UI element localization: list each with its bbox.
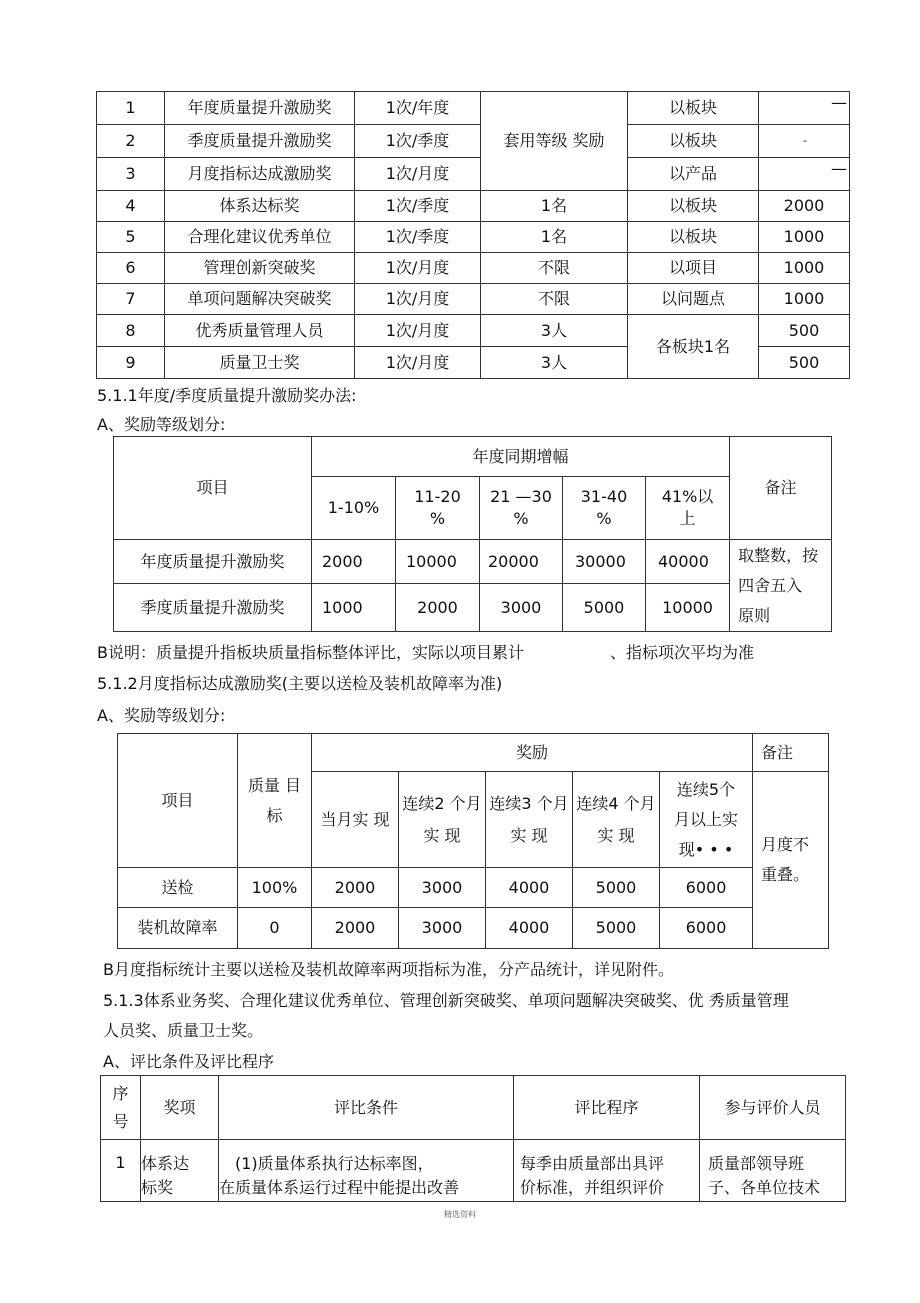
award-basis: 以板块 (628, 222, 759, 253)
award-basis: 以板块 (628, 92, 759, 125)
value: 3000 (480, 584, 563, 632)
header-note: 备注 (730, 437, 832, 540)
value: 40000 (646, 540, 730, 584)
award-frequency: 1次/月度 (355, 315, 481, 347)
col-5-months: 连续5个 月以上实 现• • • (660, 772, 753, 868)
value: 10000 (396, 540, 480, 584)
award-name: 管理创新突破奖 (165, 253, 355, 284)
header-note: 备注 (753, 734, 829, 772)
value: 4000 (486, 908, 573, 949)
note-text: 取整数，按 四舍五入 原则 (730, 540, 832, 632)
award-name: 质量卫士奖 (165, 347, 355, 379)
award-amount: 1000 (759, 222, 850, 253)
header-target: 质量 目 标 (238, 734, 312, 868)
section-5-1-1-b-part1: B说明：质量提升指板块质量指标整体评比，实际以项目累计 (97, 643, 524, 662)
award-amount: 1000 (759, 253, 850, 284)
row-no: 1 (97, 92, 165, 125)
award-grade-merged: 套用等级 奖励 (481, 92, 628, 191)
row-no: 9 (97, 347, 165, 379)
award-basis-merged: 各板块1名 (628, 315, 759, 379)
value: 3000 (399, 868, 486, 908)
header-condition: 评比条件 (219, 1076, 514, 1140)
award-name: 合理化建议优秀单位 (165, 222, 355, 253)
award-name: 体系达标奖 (165, 191, 355, 222)
row-target: 0 (238, 908, 312, 949)
award-list-table (96, 91, 850, 379)
section-5-1-2-title: 5.1.2月度指标达成激励奖(主要以送检及装机故障率为准) (97, 674, 503, 693)
footer-label: 精选资料 (444, 1210, 476, 1219)
award-amount: 500 (759, 347, 850, 379)
header-reward: 奖励 (312, 734, 753, 772)
row-name: 送检 (118, 868, 238, 908)
award-frequency: 1次/季度 (355, 191, 481, 222)
row-target: 100% (238, 868, 312, 908)
award-quota: 不限 (481, 284, 628, 315)
row-no: 6 (97, 253, 165, 284)
header-growth: 年度同期增幅 (312, 437, 730, 477)
band-2: 11-20 % (396, 477, 480, 540)
value: 5000 (573, 868, 660, 908)
award-frequency: 1次/季度 (355, 222, 481, 253)
value: 2000 (312, 868, 399, 908)
award-amount: - (759, 125, 850, 158)
value: 2000 (312, 540, 396, 584)
col-2-months: 连续2 个月 实 现 (399, 772, 486, 868)
col-4-months: 连续4 个月 实 现 (573, 772, 660, 868)
award-basis: 以产品 (628, 158, 759, 191)
band-5: 41%以 上 (646, 477, 730, 540)
header-item: 项目 (118, 734, 238, 868)
header-item: 项目 (114, 437, 312, 540)
award-quota: 1名 (481, 222, 628, 253)
header-participants: 参与评价人员 (700, 1076, 846, 1140)
row-no: 4 (97, 191, 165, 222)
award-quota: 3人 (481, 315, 628, 347)
value: 30000 (563, 540, 646, 584)
section-5-1-1-a: A、奖励等级划分: (97, 415, 226, 434)
value: 3000 (399, 908, 486, 949)
section-5-1-3-title-line1: 5.1.3体系业务奖、合理化建议优秀单位、管理创新突破奖、单项问题解决突破奖、优 秀质量管理 (103, 991, 789, 1010)
band-3: 21 —30 % (480, 477, 563, 540)
evaluation-table (100, 1075, 846, 1202)
award-amount: 2000 (759, 191, 850, 222)
monthly-target-grade-table (117, 733, 829, 949)
condition-text: (1)质量体系执行达标率图， 在质量体系运行过程中能提出改善 (219, 1140, 514, 1202)
col-3-months: 连续3 个月 实 现 (486, 772, 573, 868)
award-amount: 500 (759, 315, 850, 347)
header-award: 奖项 (141, 1076, 219, 1140)
section-5-1-2-a: A、奖励等级划分: (97, 706, 226, 725)
award-amount: — (759, 92, 850, 125)
award-quota: 3人 (481, 347, 628, 379)
value: 5000 (573, 908, 660, 949)
award-name: 季度质量提升激励奖 (165, 125, 355, 158)
award-frequency: 1次/年度 (355, 92, 481, 125)
award-basis: 以项目 (628, 253, 759, 284)
award-frequency: 1次/月度 (355, 253, 481, 284)
value: 6000 (660, 908, 753, 949)
award-basis: 以板块 (628, 125, 759, 158)
award-name: 单项问题解决突破奖 (165, 284, 355, 315)
award-quota: 不限 (481, 253, 628, 284)
award-name: 优秀质量管理人员 (165, 315, 355, 347)
header-no: 序 号 (101, 1076, 141, 1140)
award-basis: 以板块 (628, 191, 759, 222)
award-amount: — (759, 158, 850, 191)
row-no: 8 (97, 315, 165, 347)
award-name: 体系达 标奖 (141, 1140, 219, 1202)
section-5-1-3-title-line2: 人员奖、质量卫士奖。 (103, 1021, 264, 1040)
col-this-month: 当月实 现 (312, 772, 399, 868)
section-5-1-3-a: A、评比条件及评比程序 (103, 1052, 274, 1071)
award-name: 月度指标达成激励奖 (165, 158, 355, 191)
award-frequency: 1次/月度 (355, 158, 481, 191)
award-basis: 以问题点 (628, 284, 759, 315)
award-frequency: 1次/季度 (355, 125, 481, 158)
value: 5000 (563, 584, 646, 632)
row-no: 1 (101, 1140, 141, 1202)
procedure-text: 每季由质量部出具评 价标准，并组织评价 (514, 1140, 700, 1202)
row-name: 季度质量提升激励奖 (114, 584, 312, 632)
row-no: 7 (97, 284, 165, 315)
award-name: 年度质量提升激励奖 (165, 92, 355, 125)
quality-improvement-grade-table (113, 436, 832, 632)
value: 2000 (396, 584, 480, 632)
value: 1000 (312, 584, 396, 632)
award-amount: 1000 (759, 284, 850, 315)
section-5-1-1-b-part2: 、指标项次平均为准 (610, 643, 755, 662)
row-name: 年度质量提升激励奖 (114, 540, 312, 584)
band-4: 31-40 % (563, 477, 646, 540)
note-text: 月度不 重叠。 (753, 772, 829, 949)
value: 20000 (480, 540, 563, 584)
value: 4000 (486, 868, 573, 908)
award-frequency: 1次/月度 (355, 347, 481, 379)
header-procedure: 评比程序 (514, 1076, 700, 1140)
award-frequency: 1次/月度 (355, 284, 481, 315)
value: 2000 (312, 908, 399, 949)
participants-text: 质量部领导班 子、各单位技术 (700, 1140, 846, 1202)
row-no: 2 (97, 125, 165, 158)
band-1: 1-10% (312, 477, 396, 540)
row-no: 5 (97, 222, 165, 253)
value: 10000 (646, 584, 730, 632)
award-quota: 1名 (481, 191, 628, 222)
row-no: 3 (97, 158, 165, 191)
value: 6000 (660, 868, 753, 908)
row-name: 装机故障率 (118, 908, 238, 949)
section-5-1-1-title: 5.1.1年度/季度质量提升激励奖办法: (97, 386, 357, 405)
section-5-1-2-b: B月度指标统计主要以送检及装机故障率两项指标为准，分产品统计，详见附件。 (103, 960, 674, 979)
